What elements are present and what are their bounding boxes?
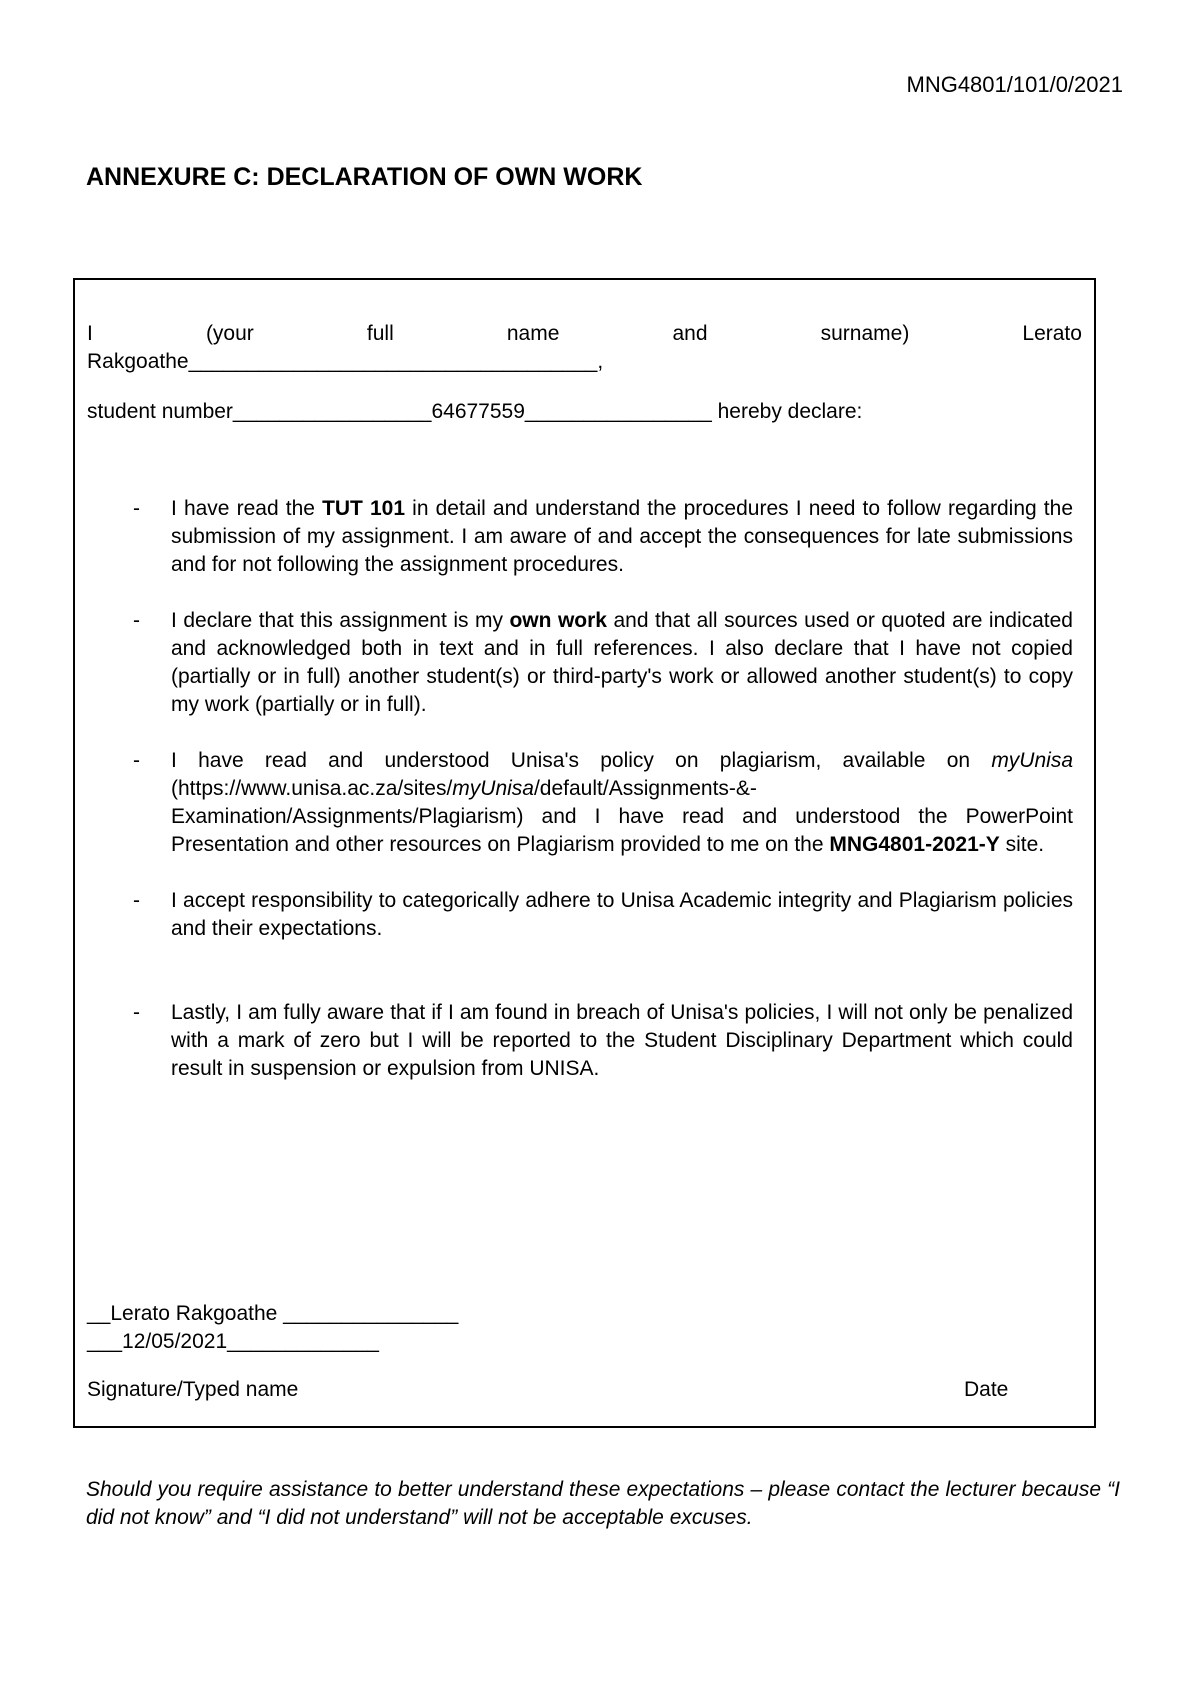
- bullet-text-part: myUnisa: [452, 777, 534, 800]
- bullet-dash: -: [133, 1001, 140, 1024]
- bullet-text-part: I have read the: [171, 497, 323, 520]
- bullet-text-part: site.: [999, 833, 1045, 856]
- declaration-bullet-list: [133, 495, 1073, 1083]
- bullet-text-part: TUT 101: [322, 497, 406, 520]
- signature-line: __Lerato Rakgoathe _______________: [87, 1302, 459, 1325]
- bullet-text-part: own work: [509, 609, 607, 632]
- page-title: ANNEXURE C: DECLARATION OF OWN WORK: [86, 163, 643, 191]
- bullet-text: [171, 747, 1073, 859]
- declaration-bullet: [133, 747, 1073, 859]
- bullet-text-part: I accept responsibility to categorically adhere to Unisa Academic integrity and Plagiarism policies and their expectations.: [171, 889, 1073, 940]
- name-line-word: I: [87, 322, 93, 345]
- bullet-text: [171, 999, 1073, 1083]
- bullet-text-part: Lastly, I am fully aware that if I am found in breach of Unisa's policies, I will not only be penalized with a mark of zero but I will be reported to the Student Disciplinary Department which could result in suspension or expulsion from UNISA.: [171, 1001, 1073, 1080]
- declaration-box: [73, 278, 1096, 1428]
- bullet-text-part: (https://www.unisa.ac.za/sites/: [171, 777, 453, 800]
- declaration-bullet: [133, 887, 1073, 943]
- name-line-word: surname): [820, 322, 910, 345]
- name-line: [87, 320, 1082, 348]
- declaration-bullet: [133, 999, 1073, 1083]
- bullet-dash: -: [133, 749, 140, 772]
- name-line-word: full: [366, 322, 394, 345]
- bullet-text-part: /default/Assignments-&-Examination/Assignments/Plagiarism) and I have read and understood the PowerPoint Presentation and other resources on Plagiarism provided to me on the: [171, 777, 1073, 856]
- bullet-text-part: myUnisa: [991, 749, 1073, 772]
- footer-note: Should you require assistance to better understand these expectations – please contact the lecturer because “I did not know” and “I did not understand” will not be acceptable excuses.: [86, 1478, 1120, 1529]
- name-line-word: and: [672, 322, 708, 345]
- signature-label: Signature/Typed name: [87, 1378, 299, 1401]
- document-reference: MNG4801/101/0/2021: [906, 72, 1123, 97]
- bullet-text-part: I declare that this assignment is my: [171, 609, 510, 632]
- date-label: Date: [964, 1378, 1009, 1401]
- declaration-bullet: [133, 495, 1073, 579]
- bullet-text: [171, 887, 1073, 943]
- name-line-word: name: [506, 322, 560, 345]
- bullet-dash: -: [133, 609, 140, 632]
- name-line-word: Lerato: [1022, 322, 1082, 345]
- bullet-text-part: and that all sources used or quoted are indicated and acknowledged both in text and in full references. I also declare that I have not copied (partially or in full) another student(s) or third-party's work or allowed another student(s) to copy my work (partially or in full).: [171, 609, 1073, 716]
- bullet-text: [171, 495, 1073, 579]
- bullet-text-part: I have read and understood Unisa's policy on plagiarism, available on: [171, 749, 992, 772]
- declaration-bullet: [133, 607, 1073, 719]
- bullet-text-part: MNG4801-2021-Y: [829, 833, 1000, 856]
- bullet-dash: -: [133, 889, 140, 912]
- surname-line: Rakgoathe___________________________________,: [87, 350, 604, 373]
- bullet-text-part: in detail and understand the procedures I need to follow regarding the submission of my assignment. I am aware of and accept the consequences for late submissions and for not following the assignment procedures.: [171, 497, 1073, 576]
- date-line: ___12/05/2021_____________: [87, 1330, 379, 1353]
- bullet-dash: -: [133, 497, 140, 520]
- name-line-word: (your: [205, 322, 254, 345]
- bullet-text: [171, 607, 1073, 719]
- student-number-line: student number_________________64677559________________ hereby declare:: [87, 400, 863, 423]
